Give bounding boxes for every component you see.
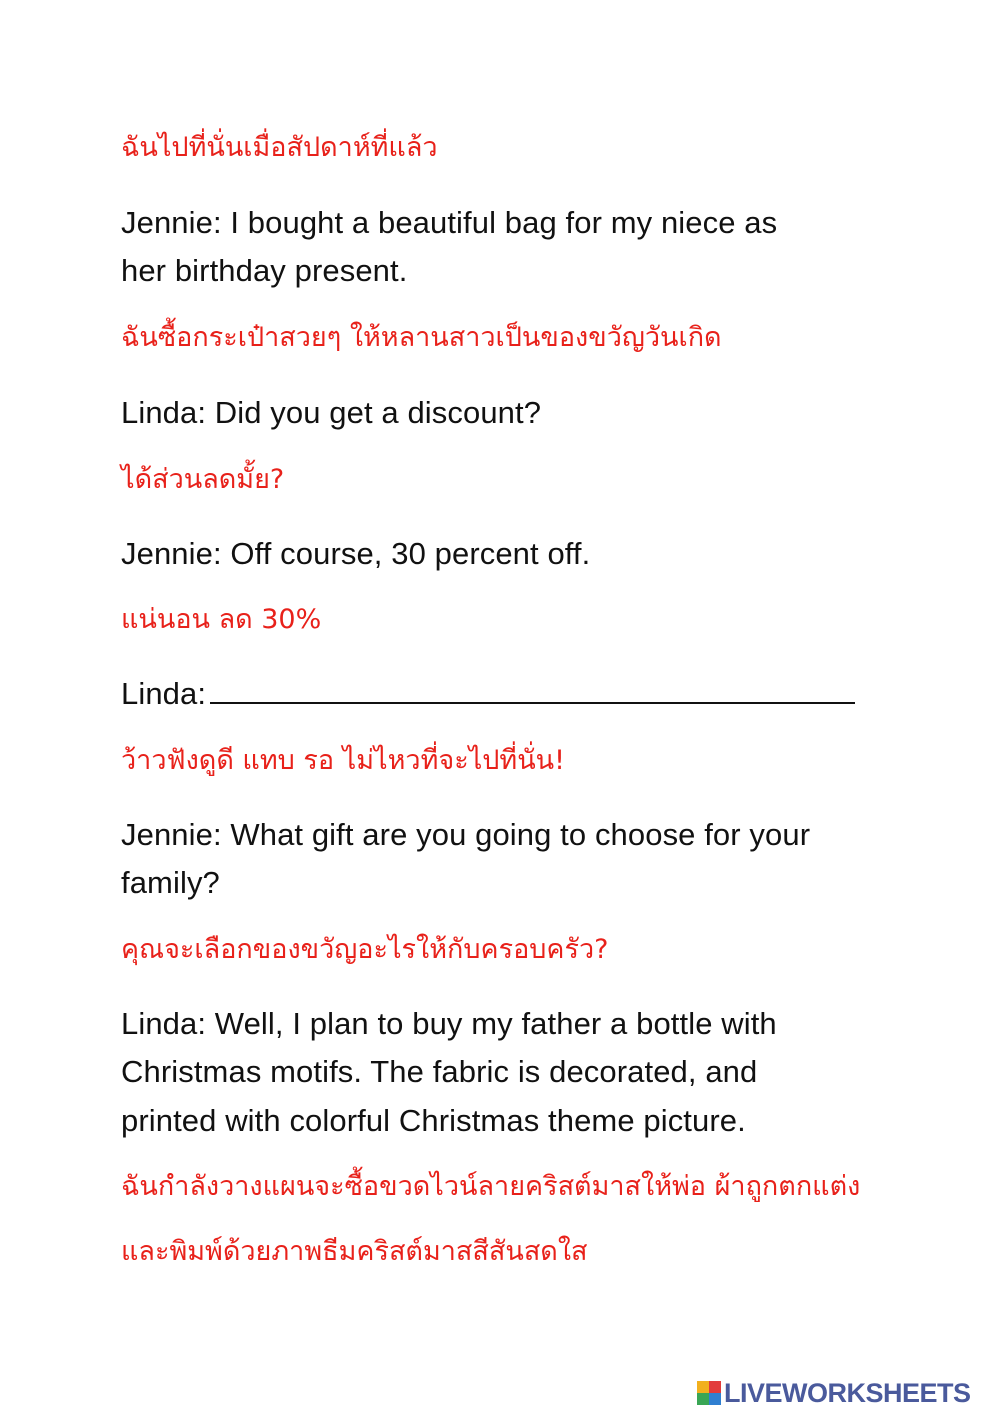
dialogue-line: Jennie: I bought a beautiful bag for my niece as	[121, 205, 778, 240]
thai-translation-line: คุณจะเลือกของขวัญอะไรให้กับครอบครัว?	[121, 934, 609, 965]
thai-translation-line: ได้ส่วนลดมั้ย?	[121, 464, 285, 495]
thai-translation-line: และพิมพ์ด้วยภาพธีมคริสต์มาสสีสันสดใส	[121, 1236, 588, 1267]
thai-translation-line: ฉันไปที่นั่นเมื่อสัปดาห์ที่แล้ว	[121, 132, 438, 163]
speaker-label: Linda:	[121, 676, 207, 711]
thai-translation-line: แน่นอน ลด 30%	[121, 604, 322, 635]
dialogue-line: Jennie: Off course, 30 percent off.	[121, 536, 591, 571]
dialogue-line: Linda: Well, I plan to buy my father a bottle with	[121, 1006, 777, 1041]
logo-text: LIVEWORKSHEETS	[724, 1378, 971, 1408]
thai-translation-line: ฉันกำลังวางแผนจะซื้อขวดไวน์ลายคริสต์มาสให้พ่อ ผ้าถูกตกแต่ง	[121, 1171, 861, 1202]
thai-translation-line: ว้าวฟังดูดี แทบ รอ ไม่ไหวที่จะไปที่นั่น!	[121, 745, 565, 776]
answer-blank[interactable]	[210, 674, 855, 704]
dialogue-line-with-blank	[121, 670, 855, 718]
liveworksheets-logo	[697, 1378, 971, 1408]
dialogue-line: Linda: Did you get a discount?	[121, 395, 542, 430]
dialogue-line: Christmas motifs. The fabric is decorated, and	[121, 1054, 758, 1089]
logo-mark-icon	[697, 1381, 721, 1405]
dialogue-line: Jennie: What gift are you going to choose for your	[121, 817, 811, 852]
thai-translation-line: ฉันซื้อกระเป๋าสวยๆ ให้หลานสาวเป็นของขวัญวันเกิด	[121, 322, 722, 353]
dialogue-line: her birthday present.	[121, 253, 408, 288]
dialogue-line: family?	[121, 865, 220, 900]
dialogue-line: printed with colorful Christmas theme picture.	[121, 1103, 746, 1138]
